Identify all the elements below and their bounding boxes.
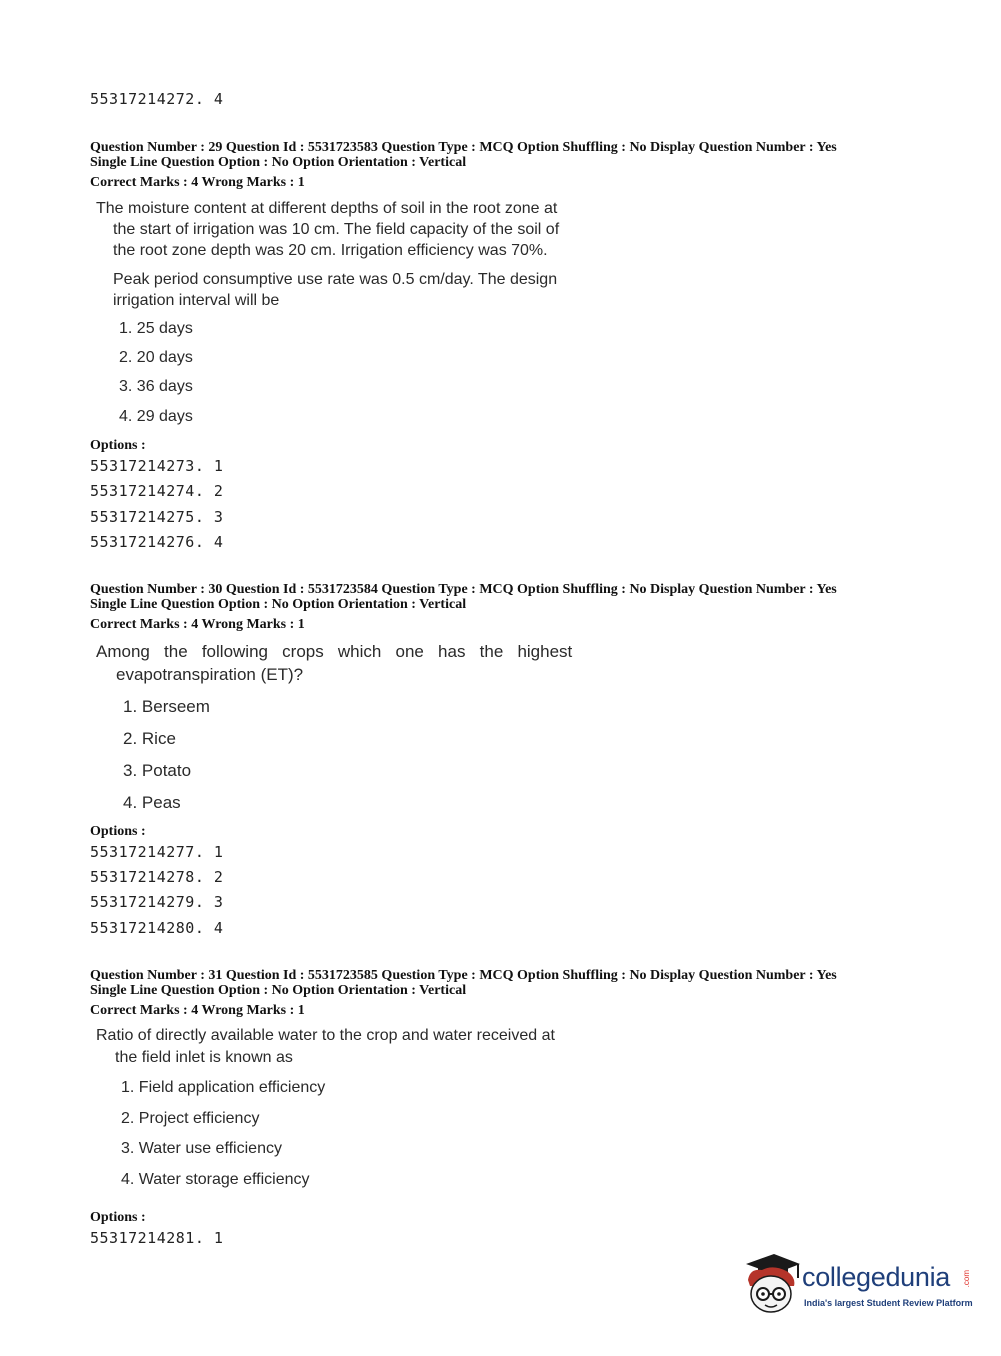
- answer-choice: 3. 36 days: [119, 378, 193, 395]
- collegedunia-logo: [740, 1250, 975, 1322]
- option-id: 55317214281. 1: [90, 1229, 224, 1247]
- logo-suffix: .com: [962, 1270, 971, 1288]
- option-id: 55317214275. 3: [90, 508, 224, 526]
- question-header: Question Number : 30 Question Id : 5531723584 Question Type : MCQ Option Shuffling : No Display Question Number : Yes: [90, 582, 837, 597]
- question-header: Question Number : 29 Question Id : 5531723583 Question Type : MCQ Option Shuffling : No Display Question Number : Yes: [90, 140, 837, 155]
- question-text-line: the root zone depth was 20 cm. Irrigation efficiency was 70%.: [113, 242, 548, 259]
- question-header-2: Single Line Question Option : No Option Orientation : Vertical: [90, 155, 467, 170]
- answer-choice: 4. 29 days: [119, 408, 193, 425]
- question-marks: Correct Marks : 4 Wrong Marks : 1: [90, 1003, 305, 1018]
- option-id: 55317214278. 2: [90, 868, 224, 886]
- question-text-line: Among the following crops which one has the highest: [96, 642, 573, 661]
- answer-choice: 1. Berseem: [123, 697, 210, 716]
- options-label: Options :: [90, 438, 146, 453]
- option-id: 55317214274. 2: [90, 482, 224, 500]
- question-header: Question Number : 31 Question Id : 5531723585 Question Type : MCQ Option Shuffling : No Display Question Number : Yes: [90, 968, 837, 983]
- answer-choice: 2. Rice: [123, 729, 176, 748]
- answer-choice: 4. Water storage efficiency: [121, 1171, 310, 1188]
- question-header-2: Single Line Question Option : No Option Orientation : Vertical: [90, 597, 467, 612]
- logo-tagline: India's largest Student Review Platform: [804, 1298, 973, 1308]
- question-header-2: Single Line Question Option : No Option Orientation : Vertical: [90, 983, 467, 998]
- answer-choice: 1. 25 days: [119, 320, 193, 337]
- question-text-line: Ratio of directly available water to the crop and water received at: [96, 1027, 555, 1044]
- option-id-carryover: 55317214272. 4: [90, 90, 224, 108]
- option-id: 55317214277. 1: [90, 843, 224, 861]
- question-text-line: the field inlet is known as: [115, 1049, 293, 1066]
- question-marks: Correct Marks : 4 Wrong Marks : 1: [90, 617, 305, 632]
- answer-choice: 3. Potato: [123, 761, 192, 780]
- answer-choice: 1. Field application efficiency: [121, 1079, 326, 1096]
- option-id: 55317214280. 4: [90, 919, 224, 937]
- question-marks: Correct Marks : 4 Wrong Marks : 1: [90, 175, 305, 190]
- answer-choice: 4. Peas: [123, 793, 181, 812]
- option-id: 55317214276. 4: [90, 533, 224, 551]
- question-text-line: Peak period consumptive use rate was 0.5 cm/day. The design: [113, 271, 558, 288]
- question-text-line: The moisture content at different depths of soil in the root zone at: [96, 200, 558, 217]
- answer-choice: 2. 20 days: [119, 349, 193, 366]
- question-text-line: evapotranspiration (ET)?: [116, 665, 304, 684]
- option-id: 55317214279. 3: [90, 893, 224, 911]
- answer-choice: 3. Water use efficiency: [121, 1140, 282, 1157]
- question-text-line: irrigation interval will be: [113, 292, 280, 309]
- options-label: Options :: [90, 824, 146, 839]
- answer-choice: 2. Project efficiency: [121, 1110, 260, 1127]
- logo-wordmark: collegedunia: [802, 1262, 951, 1292]
- option-id: 55317214273. 1: [90, 457, 224, 475]
- question-text-line: the start of irrigation was 10 cm. The field capacity of the soil of: [113, 221, 560, 238]
- mascot-icon: [740, 1250, 802, 1316]
- options-label: Options :: [90, 1210, 146, 1225]
